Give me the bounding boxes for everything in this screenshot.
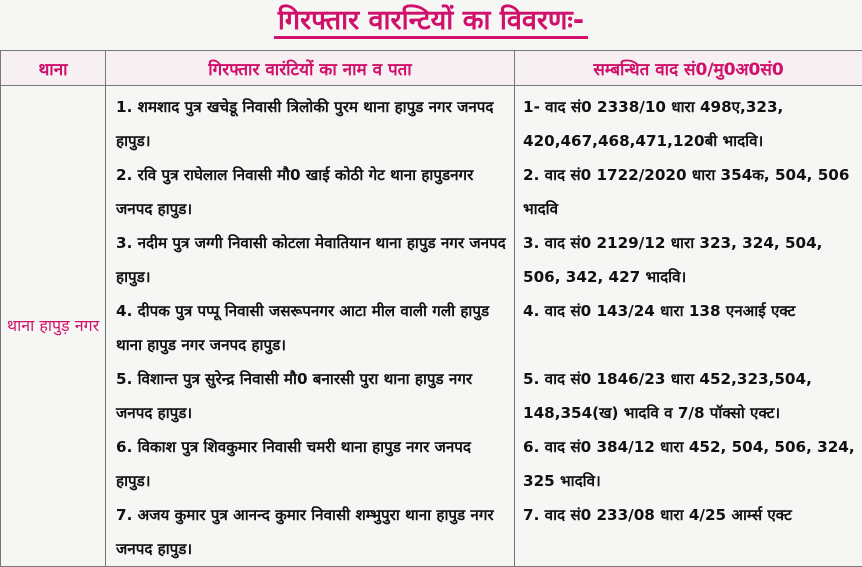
list-item: 2. वाद सं0 1722/2020 धारा 354क, 504, 506 भादवि [523, 158, 856, 226]
list-item: 5. विशान्त पुत्र सुरेन्द्र निवासी मौ0 बनारसी पुरा थाना हापुड नगर जनपद हापुड। [116, 362, 508, 430]
list-item: 2. रवि पुत्र राघेलाल निवासी मौ0 खाई कोठी गेट थाना हापुडनगर जनपद हापुड। [116, 158, 508, 226]
list-item: 7. अजय कुमार पुत्र आनन्द कुमार निवासी शम्भुपुरा थाना हापुड नगर जनपद हापुड। [116, 498, 508, 566]
list-item: 4. वाद सं0 143/24 धारा 138 एनआई एक्ट [523, 294, 856, 328]
list-item: 7. वाद सं0 233/08 धारा 4/25 आर्म्स एक्ट [523, 498, 856, 532]
title-text: गिरफ्तार वारन्टियों का विवरणः- [274, 5, 588, 39]
list-item: 4. दीपक पुत्र पप्पू निवासी जसरूपनगर आटा मील वाली गली हापुड थाना हापुड नगर जनपद हापुड। [116, 294, 508, 362]
page-title [0, 0, 862, 44]
table-row [1, 86, 862, 567]
names-cell [106, 86, 515, 567]
list-item: 3. वाद सं0 2129/12 धारा 323, 324, 504, 506, 342, 427 भादवि। [523, 226, 856, 294]
header-name-address: गिरफ्तार वारंटियों का नाम व पता [106, 51, 515, 86]
list-item: 5. वाद सं0 1846/23 धारा 452,323,504, 148,354(ख) भादवि व 7/8 पॉक्सो एक्ट। [523, 362, 856, 430]
list-item: 3. नदीम पुत्र जग्गी निवासी कोटला मेवातियान थाना हापुड नगर जनपद हापुड। [116, 226, 508, 294]
spacer [523, 328, 856, 362]
list-item: 6. विकाश पुत्र शिवकुमार निवासी चमरी थाना हापुड नगर जनपद हापुड। [116, 430, 508, 498]
table-header-row [1, 51, 862, 86]
header-case: सम्बन्धित वाद सं0/मु0अ0सं0 [515, 51, 862, 86]
cases-cell [515, 86, 862, 567]
header-thana: थाना [1, 51, 106, 86]
list-item: 6. वाद सं0 384/12 धारा 452, 504, 506, 324, 325 भादवि। [523, 430, 856, 498]
warrant-table [0, 50, 862, 567]
thana-cell: थाना हापुड़ नगर [1, 86, 106, 567]
list-item: 1- वाद सं0 2338/10 धारा 498ए,323, 420,467,468,471,120बी भादवि। [523, 90, 856, 158]
list-item: 1. शमशाद पुत्र खचेडू निवासी त्रिलोकी पुरम थाना हापुड नगर जनपद हापुड। [116, 90, 508, 158]
